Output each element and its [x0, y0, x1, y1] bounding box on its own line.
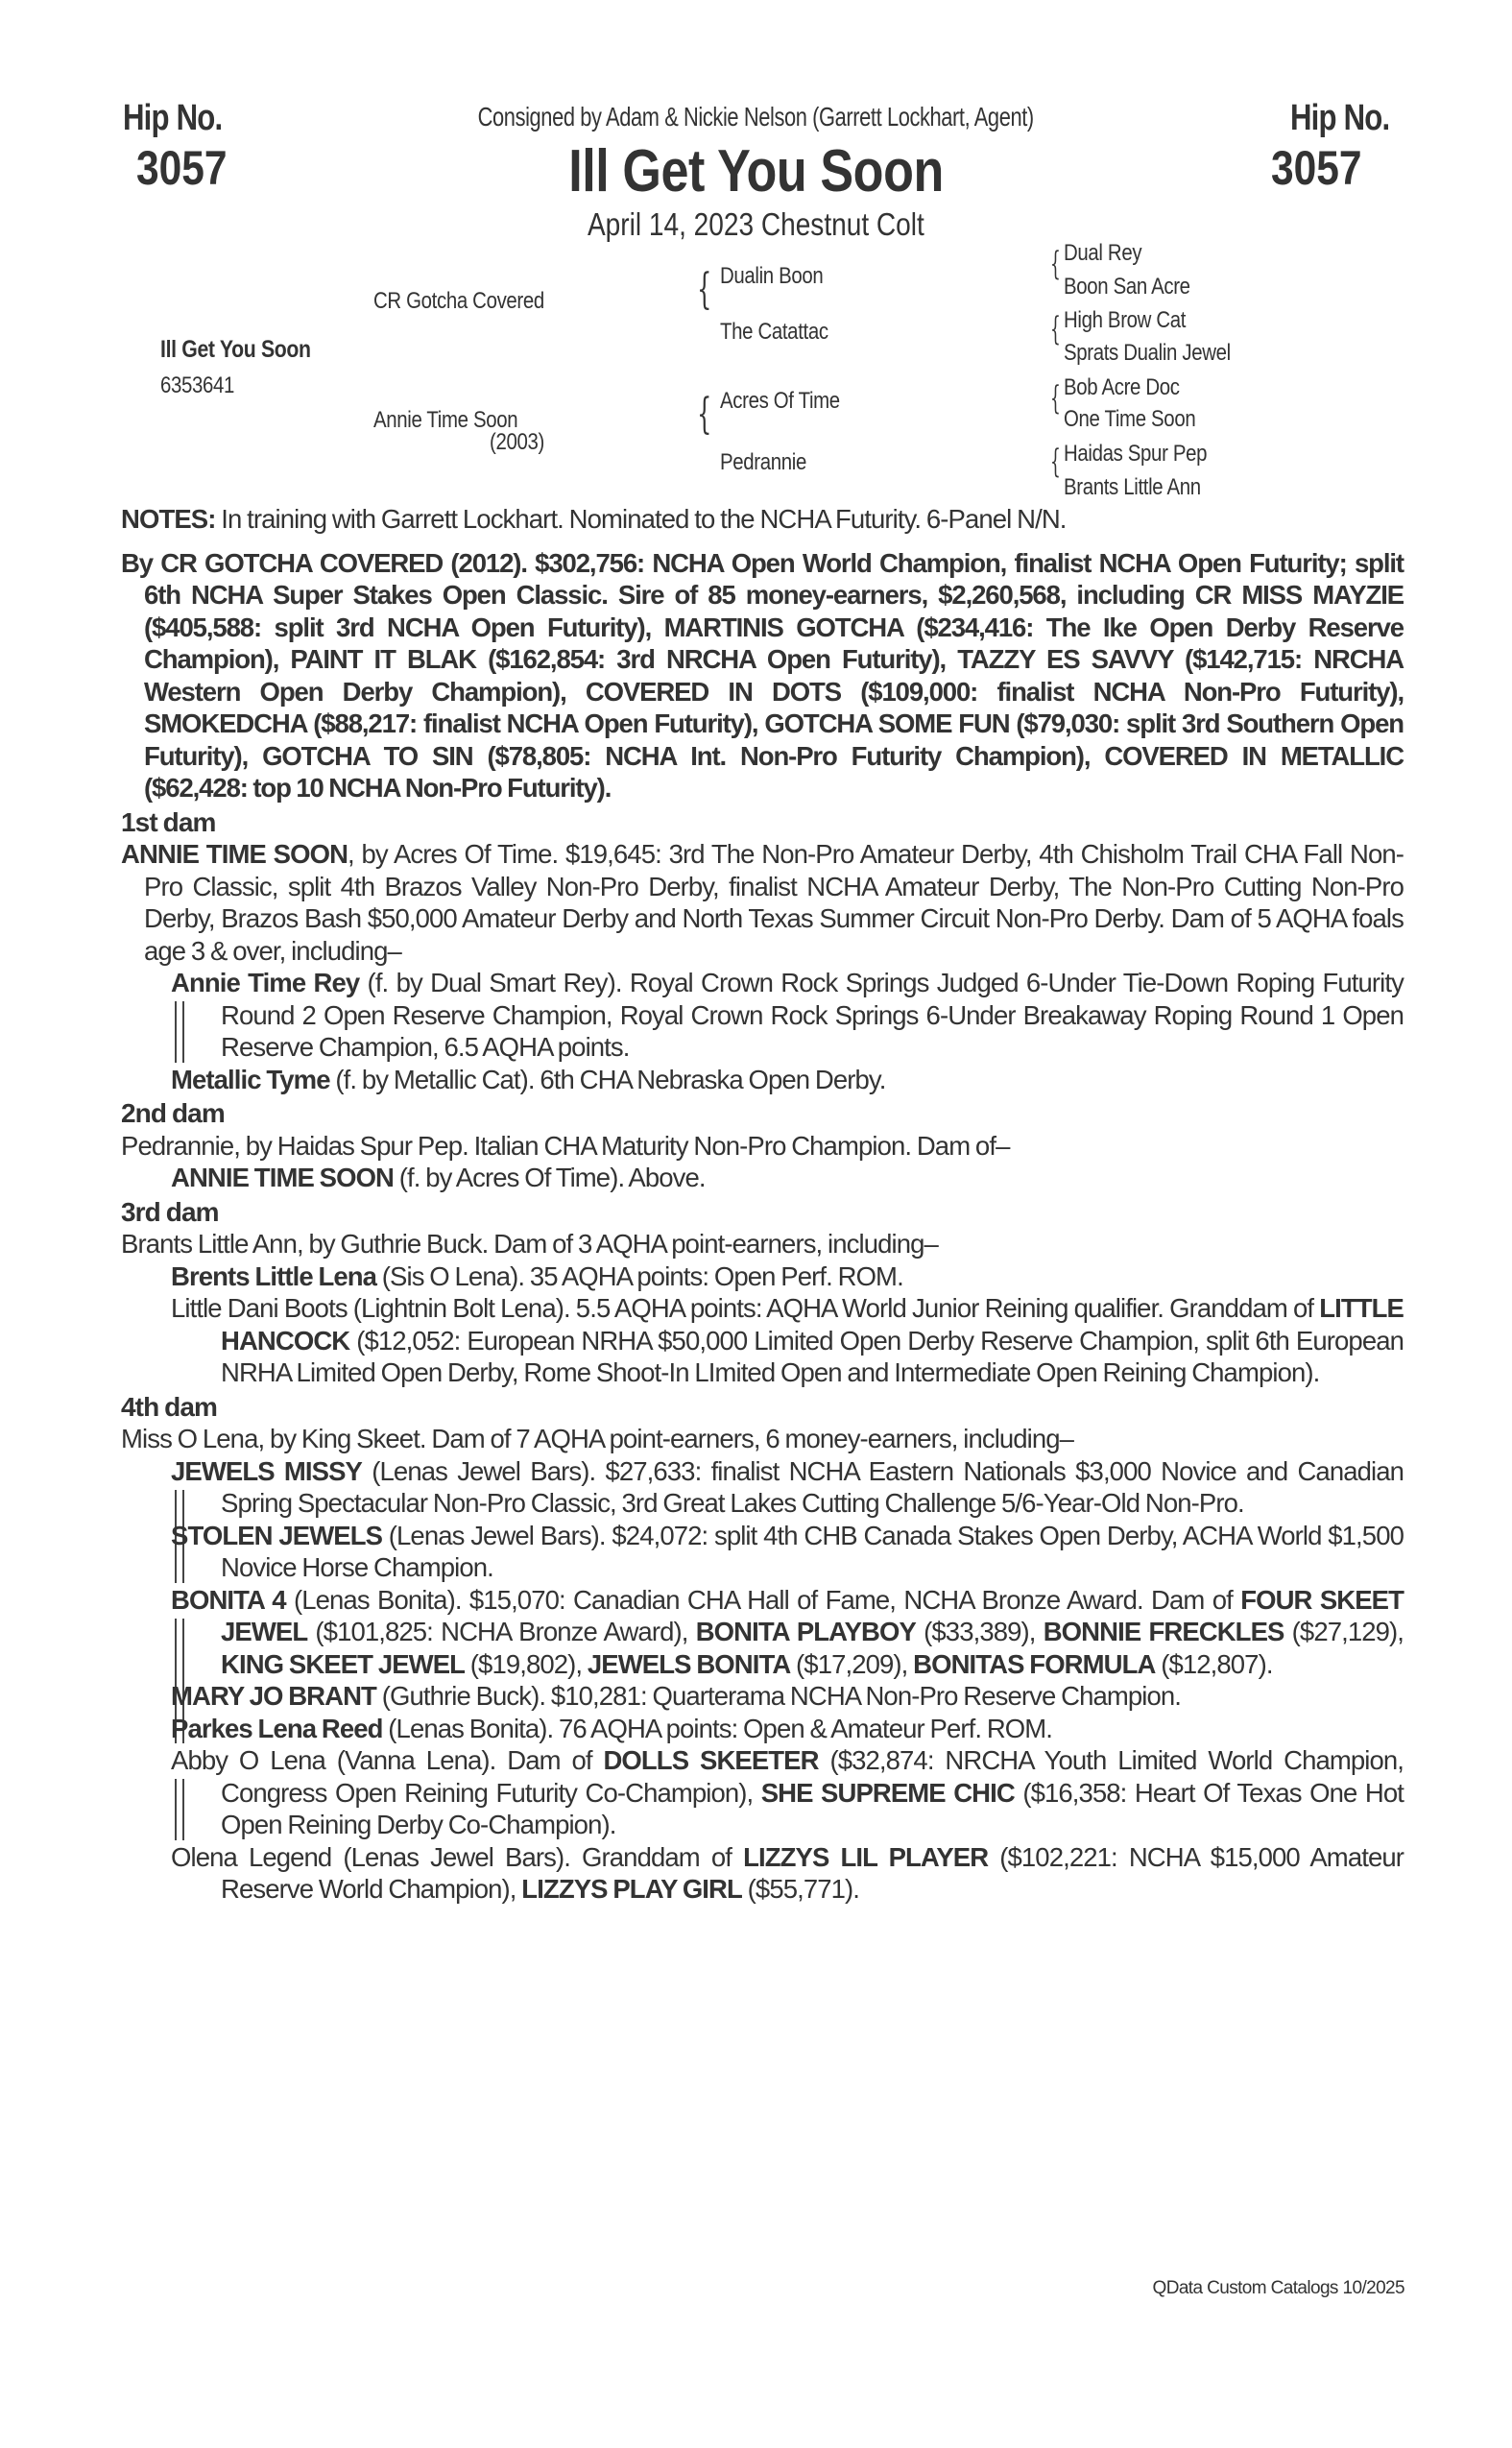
- produce-text: (Lenas Bonita). $15,070: Canadian CHA Hall of Fame, NCHA Bronze Award. Dam of: [285, 1584, 1241, 1615]
- pedigree-dam: Annie Time Soon: [373, 407, 518, 433]
- dam-4-paragraph: Miss O Lena, by King Skeet. Dam of 7 AQHA point-earners, 6 money-earners, including–: [121, 1424, 1074, 1453]
- dam-heading-1: 1st dam: [121, 806, 216, 837]
- pedigree-sire-dam: The Catattac: [720, 319, 828, 345]
- produce-item: [121, 1260, 1404, 1293]
- produce-item: [121, 1841, 1404, 1906]
- offspring-detail: ($17,209),: [790, 1648, 914, 1679]
- produce-text: (Lenas Jewel Bars). $27,633: finalist NCHA Eastern Nationals $3,000 Novice and Canadian Spring Spectacular Non-Pro Classic, 3rd Great Lakes Cutting Challenge 5/6-Year-Old Non-Pro.: [221, 1455, 1404, 1518]
- produce-text: ($102,221: NCHA $15,000 Amateur Reserve World Champion),: [221, 1841, 1404, 1904]
- registration-number: 6353641: [160, 372, 235, 398]
- continuation-bar: [175, 1554, 184, 1583]
- offspring-detail: ($101,825: NCHA Bronze Award),: [307, 1617, 696, 1646]
- pedigree-sire-sire: Dualin Boon: [720, 263, 824, 289]
- produce-text: (f. by Dual Smart Rey). Royal Crown Rock Springs Judged 6-Under Tie-Down Roping Futurity Round 2 Open Reserve Champion, Royal Crown Rock Springs 6-Under Breakaway Roping Round 1 Open Reserve Champion, 6.5 AQHA points.: [221, 968, 1404, 1062]
- dam-1-text: , by Acres Of Time. $19,645: 3rd The Non-Pro Amateur Derby, 4th Chisholm Trail CHA Fall Non-Pro Classic, split 4th Brazos Valley Non-Pro Derby, finalist NCHA Amateur Derby, The Non-Pro Cutting Non-Pro Derby, Brazos Bash $50,000 Amateur Derby and North Texas Summer Circuit Non-Pro Derby. Dam of 5 AQHA foals age 3 & over, including–: [144, 839, 1404, 966]
- offspring-detail: ($19,802),: [465, 1648, 588, 1679]
- produce-text: (Lenas Jewel Bars). $24,072: split 4th CHB Canada Stakes Open Derby, ACHA World $1,500 Novice Horse Champion.: [221, 1520, 1404, 1582]
- catalog-body: [121, 503, 1404, 1906]
- produce-item: [121, 1064, 1404, 1096]
- continuation-bar: [175, 1001, 184, 1063]
- offspring-detail: ($27,129),: [1284, 1617, 1404, 1646]
- dam-heading-4: 4th dam: [121, 1391, 218, 1422]
- bracket-icon: {: [1050, 245, 1061, 283]
- dam-heading-2: 2nd dam: [121, 1098, 225, 1128]
- produce-name: DOLLS SKEETER: [603, 1745, 819, 1775]
- produce-name: MARY JO BRANT: [171, 1681, 376, 1711]
- bracket-icon: {: [1050, 310, 1061, 348]
- produce-item: [121, 1744, 1404, 1841]
- produce-name: Brents Little Lena: [171, 1260, 377, 1291]
- produce-text: Little Dani Boots (Lightnin Bolt Lena). 5.5 AQHA points: AQHA World Junior Reining qualifier. Granddam of: [171, 1293, 1320, 1323]
- dam-3-paragraph: Brants Little Ann, by Guthrie Buck. Dam of 3 AQHA point-earners, including–: [121, 1229, 938, 1259]
- produce-name: BONITA 4: [171, 1584, 286, 1615]
- produce-name: Metallic Tyme: [171, 1064, 330, 1094]
- produce-item: [121, 1520, 1404, 1584]
- hip-number-left: 3057: [136, 141, 228, 195]
- produce-text: Olena Legend (Lenas Jewel Bars). Granddam of: [171, 1841, 744, 1872]
- pedigree-dam-year: (2003): [490, 429, 544, 455]
- produce-item: [121, 1584, 1404, 1681]
- produce-item: [121, 1162, 1404, 1194]
- produce-name: Parkes Lena Reed: [171, 1713, 383, 1743]
- produce-item: [121, 1455, 1404, 1520]
- produce-name: LIZZYS PLAY GIRL: [521, 1874, 742, 1904]
- bracket-icon: {: [1050, 443, 1061, 481]
- continuation-bar: [175, 1779, 184, 1840]
- hip-number-right: 3057: [1271, 141, 1362, 195]
- produce-name: LIZZYS LIL PLAYER: [743, 1841, 989, 1872]
- produce-item: [121, 1292, 1404, 1389]
- notes-text: In training with Garrett Lockhart. Nominated to the NCHA Futurity. 6-Panel N/N.: [215, 504, 1067, 534]
- hip-label-left: Hip No.: [123, 98, 223, 138]
- produce-text: (Sis O Lena). 35 AQHA points: Open Perf. ROM.: [376, 1260, 903, 1291]
- pedigree-great-4: Sprats Dualin Jewel: [1064, 340, 1231, 366]
- offspring-name: KING SKEET JEWEL: [221, 1648, 466, 1679]
- pedigree-subject: Ill Get You Soon: [160, 336, 311, 363]
- produce-name: LITTLE HANCOCK: [221, 1293, 1404, 1356]
- produce-item: [121, 1680, 1404, 1713]
- pedigree-sire: CR Gotcha Covered: [373, 288, 544, 314]
- pedigree-dam-dam: Pedrannie: [720, 449, 806, 475]
- pedigree-great-2: Boon San Acre: [1064, 274, 1190, 300]
- sire-paragraph: By CR GOTCHA COVERED (2012). $302,756: NCHA Open World Champion, finalist NCHA Open Futurity; split 6th NCHA Super Stakes Open Classic. Sire of 85 money-earners, $2,260,568, including CR MISS MAYZIE ($405,588: split 3rd NCHA Open Futurity), MARTINIS GOTCHA ($234,416: The Ike Open Derby Reserve Champion), PAINT IT BLAK ($162,854: 3rd NRCHA Open Futurity), TAZZY ES SAVVY ($142,715: NRCHA Western Open Derby Champion), COVERED IN DOTS ($109,000: finalist NCHA Non-Pro Futurity), SMOKEDCHA ($88,217: finalist NCHA Open Futurity), GOTCHA SOME FUN ($79,030: split 3rd Southern Open Futurity), GOTCHA TO SIN ($78,805: NCHA Int. Non-Pro Futurity Champion), COVERED IN METALLIC ($62,428: top 10 NCHA Non-Pro Futurity).: [121, 547, 1404, 803]
- produce-text: ($55,771).: [741, 1874, 860, 1904]
- pedigree-great-1: Dual Rey: [1064, 240, 1142, 266]
- dam-1-name: ANNIE TIME SOON: [121, 839, 348, 869]
- footer-credit: QData Custom Catalogs 10/2025: [1152, 2278, 1404, 2298]
- horse-name-title: Ill Get You Soon: [568, 138, 944, 204]
- produce-text: (Guthrie Buck). $10,281: Quarterama NCHA Non-Pro Reserve Champion.: [375, 1681, 1182, 1711]
- pedigree-great-6: One Time Soon: [1064, 406, 1196, 432]
- offspring-name: BONNIE FRECKLES: [1043, 1617, 1284, 1646]
- bracket-icon: {: [697, 265, 712, 314]
- dam-heading-3: 3rd dam: [121, 1196, 219, 1227]
- hip-label-right: Hip No.: [1290, 98, 1390, 138]
- produce-text: ($32,874: NRCHA Youth Limited World Champion, Congress Open Reining Futurity Co-Champion),: [221, 1745, 1404, 1808]
- produce-name: SHE SUPREME CHIC: [760, 1777, 1015, 1808]
- pedigree-great-5: Bob Acre Doc: [1064, 374, 1180, 400]
- notes-label: NOTES:: [121, 504, 216, 534]
- offspring-name: FOUR SKEET JEWEL: [221, 1584, 1404, 1646]
- bracket-icon: {: [1050, 379, 1061, 418]
- notes: [121, 503, 1404, 536]
- pedigree-great-3: High Brow Cat: [1064, 307, 1187, 333]
- produce-text: (Lenas Bonita). 76 AQHA points: Open & Amateur Perf. ROM.: [382, 1713, 1053, 1743]
- offspring-name: BONITA PLAYBOY: [695, 1617, 916, 1646]
- produce-text: Abby O Lena (Vanna Lena). Dam of: [171, 1745, 604, 1775]
- produce-text: (f. by Acres Of Time). Above.: [394, 1163, 706, 1192]
- dam-1-paragraph: [121, 838, 1404, 967]
- pedigree-dam-sire: Acres Of Time: [720, 388, 840, 414]
- consignor: Consigned by Adam & Nickie Nelson (Garrett Lockhart, Agent): [477, 102, 1035, 132]
- bracket-icon: {: [697, 390, 712, 439]
- pedigree-great-7: Haidas Spur Pep: [1064, 441, 1208, 467]
- produce-item: [121, 1713, 1404, 1745]
- offspring-name: JEWELS BONITA: [587, 1648, 791, 1679]
- produce-item: [121, 967, 1404, 1064]
- produce-name: Annie Time Rey: [171, 968, 360, 997]
- offspring-detail: ($12,807).: [1155, 1648, 1273, 1679]
- produce-name: STOLEN JEWELS: [171, 1520, 383, 1550]
- dam-2-paragraph: Pedrannie, by Haidas Spur Pep. Italian CHA Maturity Non-Pro Champion. Dam of–: [121, 1130, 1010, 1161]
- produce-name: ANNIE TIME SOON: [171, 1163, 395, 1192]
- produce-text: (f. by Metallic Cat). 6th CHA Nebraska Open Derby.: [329, 1064, 886, 1094]
- produce-text: ($12,052: European NRHA $50,000 Limited Open Derby Reserve Champion, split 6th European NRHA Limited Open Derby, Rome Shoot-In LImited Open and Intermediate Open Reining Champion).: [221, 1325, 1404, 1387]
- offspring-detail: ($33,389),: [915, 1617, 1044, 1646]
- foaling-info: April 14, 2023 Chestnut Colt: [588, 206, 924, 242]
- produce-text: ($16,358: Heart Of Texas One Hot Open Reining Derby Co-Champion).: [221, 1777, 1404, 1839]
- produce-name: JEWELS MISSY: [171, 1455, 363, 1486]
- pedigree-great-8: Brants Little Ann: [1064, 474, 1201, 500]
- offspring-name: BONITAS FORMULA: [913, 1648, 1156, 1679]
